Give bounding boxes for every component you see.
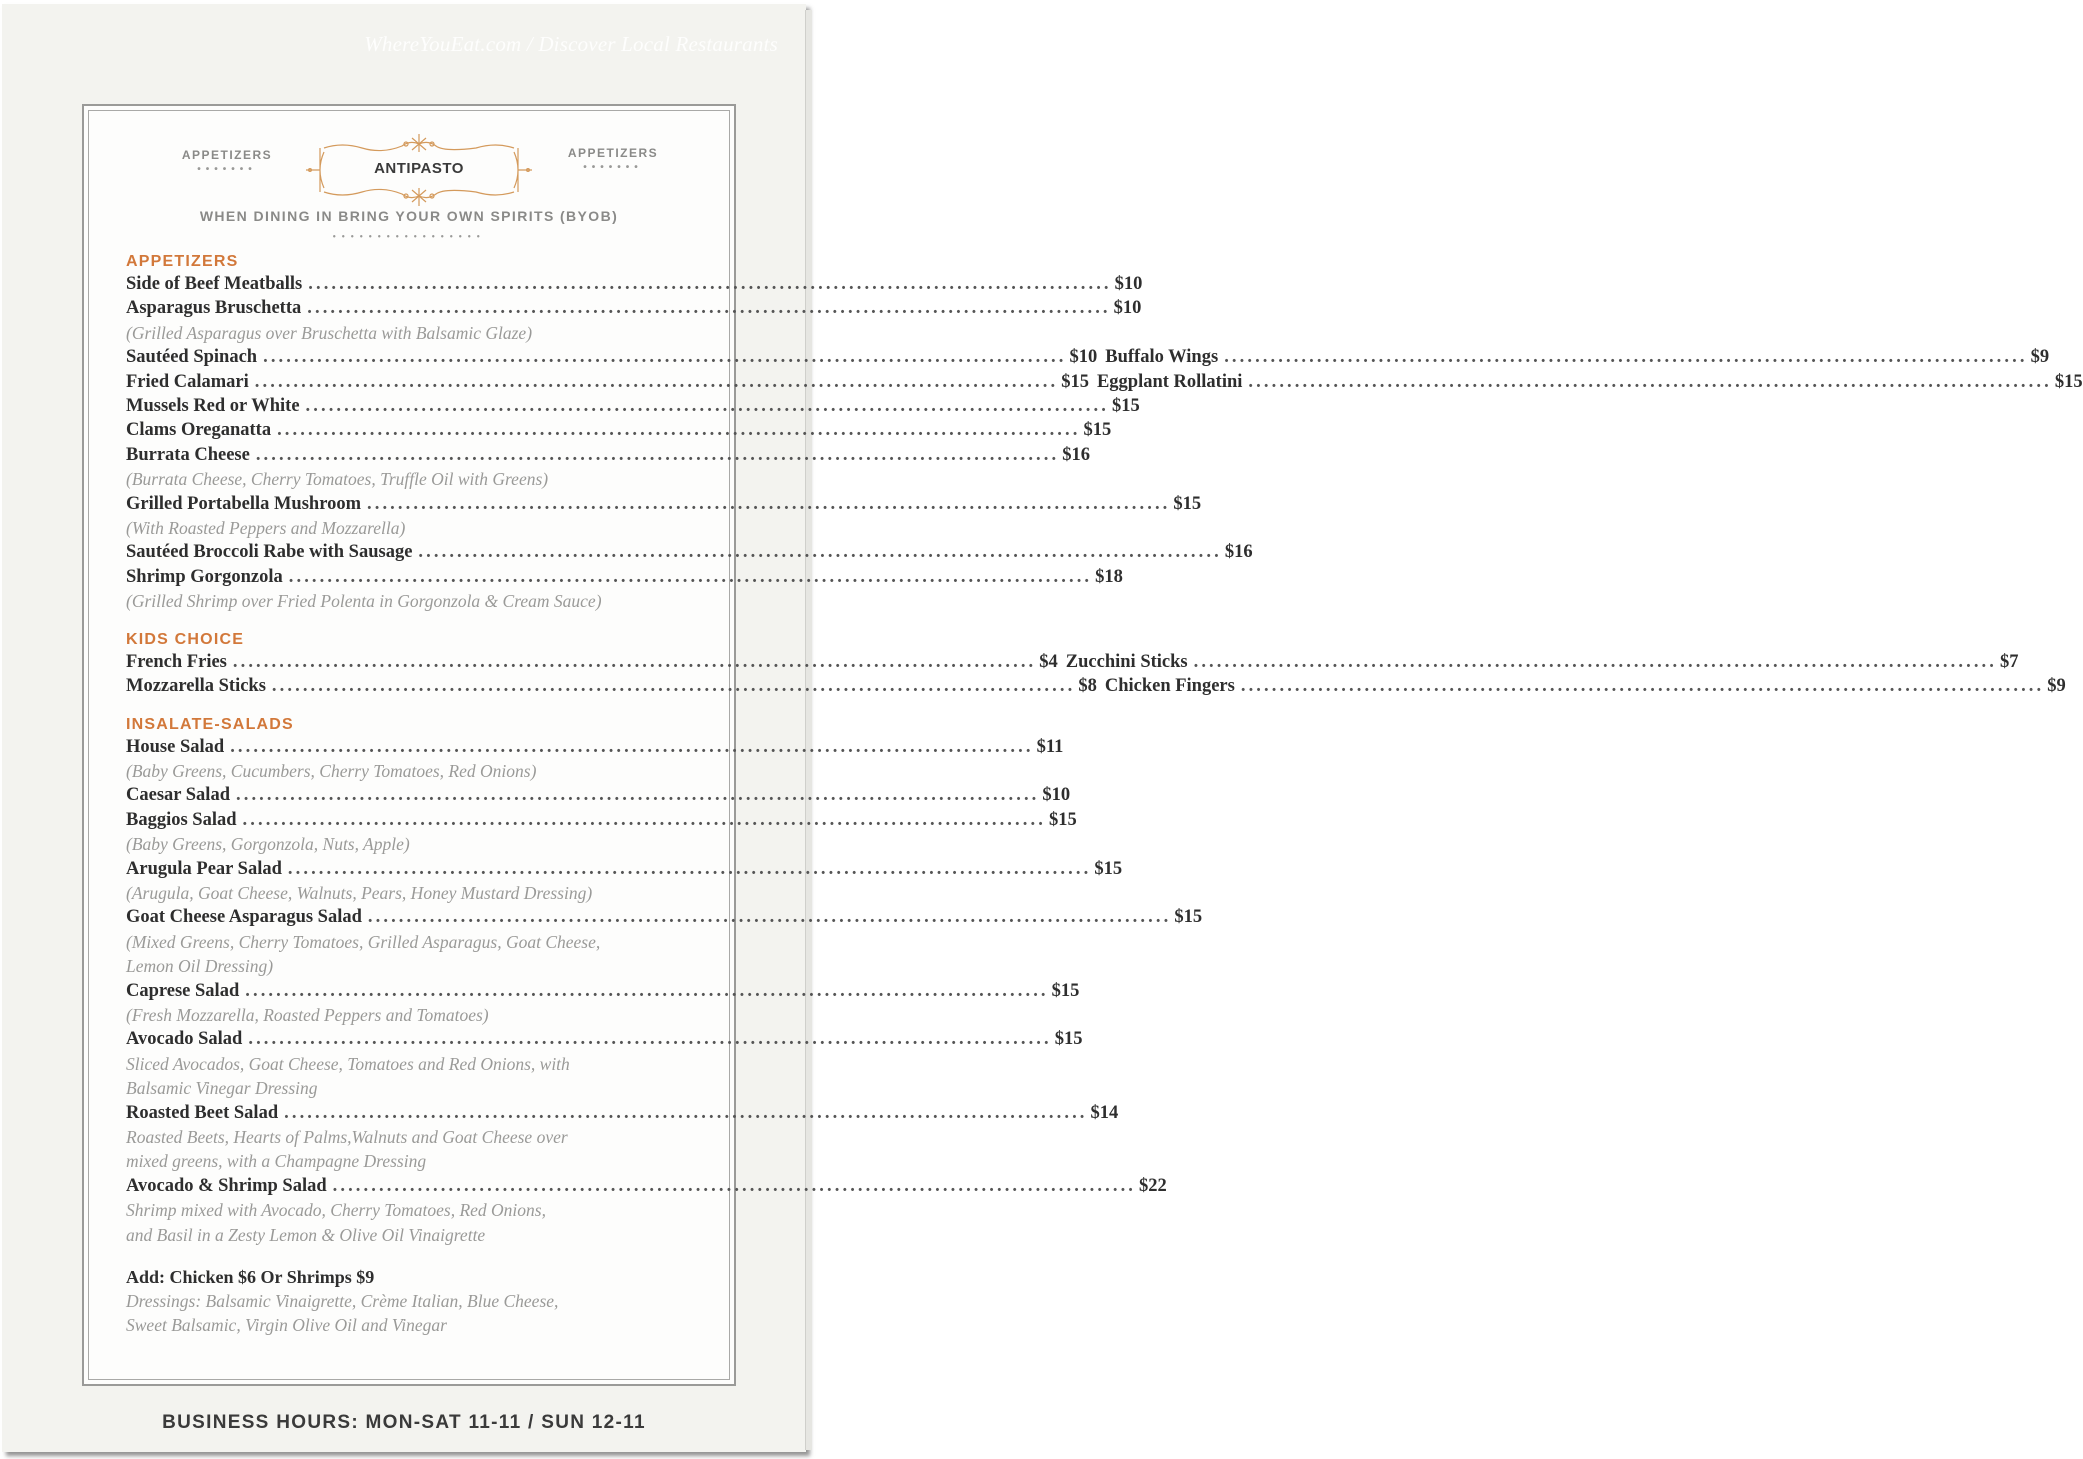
item-price: $15: [1061, 371, 1089, 392]
menu-item: [126, 418, 1112, 442]
business-hours: BUSINESS HOURS: MON-SAT 11-11 / SUN 12-11: [162, 1412, 646, 1433]
item-name: Sautéed Spinach: [126, 347, 258, 368]
dot-leader: [307, 296, 1110, 320]
menu-item: [126, 394, 1140, 418]
item-price: $22: [1139, 1175, 1167, 1196]
header-right-dots: •••••••: [583, 162, 643, 173]
item-price: $9: [2047, 676, 2066, 697]
item-name: Shrimp Gorgonzola: [126, 566, 283, 587]
item-price: $14: [1090, 1102, 1119, 1123]
item-description-cont: Balsamic Vinegar Dressing: [126, 1078, 318, 1099]
item-description: (Mixed Greens, Cherry Tomatoes, Grilled Asparagus, Goat Cheese,: [126, 931, 601, 952]
header-left-label: [177, 148, 277, 175]
dot-leader: [288, 857, 1091, 881]
item-name: Caprese Salad: [126, 980, 240, 1001]
item-price: $15: [1174, 907, 1203, 928]
item-description: (Grilled Shrimp over Fried Polenta in Gorgonzola & Cream Sauce): [126, 591, 602, 612]
menu-item: [1097, 370, 2083, 394]
item-description-cont: and Basil in a Zesty Lemon & Olive Oil Vinaigrette: [126, 1224, 486, 1245]
dot-leader: [230, 735, 1033, 759]
dot-leader: [333, 1174, 1136, 1198]
dot-leader: [243, 808, 1046, 832]
dot-leader: [289, 565, 1092, 589]
dot-leader: [308, 272, 1111, 296]
dot-leader: [255, 370, 1058, 394]
item-name: Mozzarella Sticks: [126, 676, 266, 697]
item-description: Shrimp mixed with Avocado, Cherry Tomatoes, Red Onions,: [126, 1200, 546, 1221]
menu-item-pair: [126, 674, 2066, 698]
item-description: Roasted Beets, Hearts of Palms,Walnuts and Goat Cheese over: [126, 1127, 568, 1147]
header-right-label: [563, 146, 663, 173]
section-title-appetizers: APPETIZERS: [126, 253, 239, 270]
item-price: $11: [1036, 736, 1064, 757]
menu-item: [1105, 674, 2066, 698]
menu-item: [126, 1027, 1083, 1051]
item-description: (Arugula, Goat Cheese, Walnuts, Pears, Honey Mustard Dressing): [126, 882, 593, 903]
item-name: Sautéed Broccoli Rabe with Sausage: [126, 542, 413, 563]
item-price: $7: [2000, 651, 2019, 672]
item-price: $10: [1113, 298, 1142, 319]
dot-leader: [263, 345, 1066, 369]
menu-item-pair: [126, 370, 2083, 394]
menu-item: [126, 979, 1080, 1003]
salad-addon: Add: Chicken $6 Or Shrimps $9: [126, 1267, 375, 1288]
item-description: (With Roasted Peppers and Mozzarella): [126, 518, 406, 539]
item-name: Arugula Pear Salad: [126, 858, 282, 879]
item-name: Mussels Red or White: [126, 396, 300, 417]
dressings-line-2: Sweet Balsamic, Virgin Olive Oil and Vinegar: [126, 1315, 447, 1336]
menu-item-pair: [126, 650, 2019, 674]
item-price: $8: [1078, 676, 1097, 697]
menu-item: [126, 540, 1253, 564]
dot-leader: [256, 443, 1059, 467]
section-spacer: [126, 699, 720, 715]
dot-leader: [1224, 345, 2027, 369]
dot-leader: [418, 540, 1221, 564]
dot-leader: [1241, 674, 2044, 698]
menu-item: [126, 370, 1089, 394]
menu-item: [126, 1174, 1167, 1198]
item-price: $15: [1094, 858, 1123, 879]
item-price: $16: [1062, 444, 1090, 465]
menu-item: [126, 905, 1203, 929]
section-title-salads: INSALATE-SALADS: [126, 715, 294, 733]
dressings-line-1: Dressings: Balsamic Vinaigrette, Crème Italian, Blue Cheese,: [126, 1291, 559, 1312]
page-edge: [805, 10, 812, 1450]
dot-leader: [1248, 370, 2051, 394]
dot-leader: [367, 492, 1170, 516]
menu-item: [126, 296, 1142, 320]
menu-content: [126, 252, 2083, 1338]
item-price: $15: [1051, 980, 1080, 1001]
menu-item: [126, 1101, 1119, 1125]
item-price: $15: [1054, 1029, 1083, 1050]
item-price: $10: [1069, 347, 1098, 368]
menu-item: [126, 650, 1058, 674]
header-left-dots: •••••••: [197, 164, 257, 175]
menu-item: [126, 272, 1143, 296]
menu-item: [126, 674, 1097, 698]
menu-item: [126, 735, 1064, 759]
item-name: Avocado Salad: [126, 1029, 243, 1050]
item-description: (Baby Greens, Cucumbers, Cherry Tomatoes, Red Onions): [126, 760, 537, 781]
menu-item: [1066, 650, 2019, 674]
dot-leader: [284, 1101, 1087, 1125]
watermark: WhereYouEat.com / Discover Local Restaurants: [364, 32, 778, 56]
item-description: (Grilled Asparagus over Bruschetta with Balsamic Glaze): [126, 322, 533, 343]
dot-leader: [233, 650, 1036, 674]
item-name: Zucchini Sticks: [1065, 651, 1188, 672]
section-title-kids: KIDS CHOICE: [126, 630, 245, 648]
item-price: $18: [1095, 566, 1123, 587]
menu-page: [2, 4, 2083, 1452]
dot-leader: [368, 905, 1171, 929]
item-price: $15: [2054, 371, 2083, 392]
item-price: $4: [1039, 651, 1058, 672]
dot-leader: [245, 979, 1048, 1003]
item-name: Grilled Portabella Mushroom: [126, 493, 361, 514]
item-name: Roasted Beet Salad: [126, 1102, 279, 1123]
item-name: Avocado & Shrimp Salad: [126, 1175, 327, 1196]
menu-item: [126, 345, 1097, 369]
item-price: $10: [1114, 274, 1143, 294]
item-name: Goat Cheese Asparagus Salad: [126, 907, 362, 928]
item-name: Fried Calamari: [126, 371, 249, 392]
item-price: $15: [1111, 396, 1140, 417]
menu-item: [126, 783, 1071, 807]
item-description: (Fresh Mozzarella, Roasted Peppers and Tomatoes): [126, 1004, 489, 1025]
header-left-text: APPETIZERS: [181, 148, 273, 162]
menu-item: [126, 808, 1077, 832]
item-name: Side of Beef Meatballs: [126, 274, 303, 294]
dot-leader: [236, 783, 1039, 807]
item-description: (Burrata Cheese, Cherry Tomatoes, Truffle Oil with Greens): [126, 469, 549, 490]
item-name: French Fries: [126, 651, 227, 672]
header-right-text: APPETIZERS: [567, 146, 659, 160]
menu-item: [126, 443, 1090, 467]
dot-leader: [272, 674, 1075, 698]
item-name: Asparagus Bruschetta: [126, 298, 302, 319]
menu-item: [126, 565, 1123, 589]
item-name: House Salad: [126, 736, 225, 757]
title-cartouche: [302, 134, 536, 206]
item-name: Clams Oreganatta: [126, 420, 272, 441]
item-name: Buffalo Wings: [1105, 347, 1219, 368]
menu-frame: [82, 104, 2083, 1386]
menu-item-pair: [126, 345, 2050, 369]
dot-leader: [306, 394, 1109, 418]
item-price: $15: [1083, 420, 1112, 441]
item-description: (Baby Greens, Gorgonzola, Nuts, Apple): [126, 834, 410, 855]
dot-leader: [248, 1027, 1051, 1051]
item-price: $15: [1173, 493, 1202, 514]
menu-item: [126, 492, 1202, 516]
item-name: Caesar Salad: [126, 785, 230, 806]
item-price: $15: [1048, 809, 1077, 830]
page-title: ANTIPASTO: [374, 160, 464, 177]
item-description-cont: Lemon Oil Dressing): [126, 956, 274, 977]
item-price: $10: [1042, 785, 1071, 806]
item-name: Chicken Fingers: [1104, 676, 1235, 697]
menu-item: [1105, 345, 2049, 369]
section-spacer: [126, 614, 720, 630]
item-description-cont: mixed greens, with a Champagne Dressing: [126, 1151, 427, 1172]
byob-dots: •••••••••••••••••: [332, 232, 486, 243]
item-price: $16: [1224, 542, 1253, 563]
menu-item: [126, 857, 1123, 881]
item-name: Burrata Cheese: [126, 444, 250, 465]
item-price: $9: [2030, 347, 2050, 368]
item-name: Eggplant Rollatini: [1096, 371, 1243, 392]
menu-header: [84, 134, 734, 194]
item-name: Baggios Salad: [126, 809, 237, 830]
dot-leader: [1194, 650, 1997, 674]
item-description: Sliced Avocados, Goat Cheese, Tomatoes and Red Onions, with: [126, 1053, 570, 1074]
dot-leader: [277, 418, 1080, 442]
byob-notice: WHEN DINING IN BRING YOUR OWN SPIRITS (BYOB): [199, 208, 619, 224]
